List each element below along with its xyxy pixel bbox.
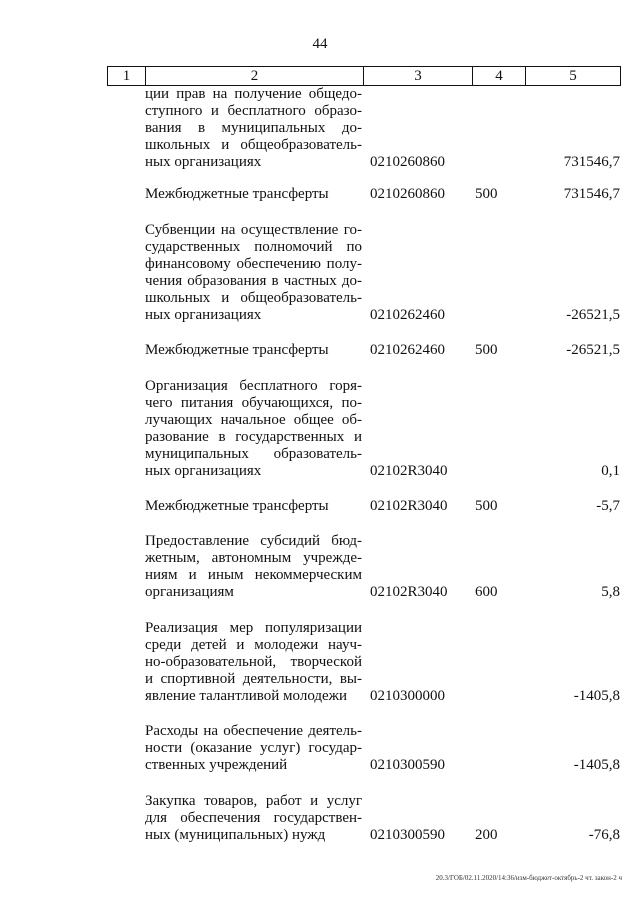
description-line: ступного и бесплатного образо-: [145, 103, 362, 119]
row-description: [145, 498, 362, 515]
amount: -1405,8: [573, 688, 620, 704]
target-article-code: 0210300590: [370, 827, 445, 843]
amount: -26521,5: [566, 342, 620, 358]
description-line: ных (муниципальных) нужд: [145, 827, 326, 843]
row-description: [145, 533, 362, 601]
description-line: Организация бесплатного горя-: [145, 378, 362, 394]
target-article-code: 0210300000: [370, 688, 445, 704]
row-description: [145, 620, 362, 705]
expense-type: 500: [475, 342, 498, 358]
table-row: [145, 533, 620, 601]
target-article-code: 0210262460: [370, 307, 445, 323]
footer-file-path: 20.3/ГОБ/02.11.2020/14:36/изм-бюджет-октябрь-2 чт. закон-2 ч: [435, 874, 622, 882]
amount: -5,7: [596, 498, 620, 514]
description-line: ности (оказание услуг) государ-: [145, 740, 362, 756]
amount: 5,8: [601, 584, 620, 600]
expense-type: 600: [475, 584, 498, 600]
expense-type: 200: [475, 827, 498, 843]
description-line: Предоставление субсидий бюд-: [145, 533, 362, 549]
table-row: [145, 86, 620, 171]
description-line: ции прав на получение общедо-: [145, 86, 362, 102]
description-line: чения образования в частных до-: [145, 273, 362, 289]
row-description: [145, 86, 362, 171]
amount: 0,1: [601, 463, 620, 479]
table-row: [145, 342, 620, 359]
description-line: но-образовательной, творческой: [145, 654, 362, 670]
header-col-3: 3: [363, 67, 472, 85]
amount: -26521,5: [566, 307, 620, 323]
page-number: 44: [312, 36, 328, 52]
description-line: и спортивной деятельности, вы-: [145, 671, 362, 687]
description-line: ных организациях: [145, 307, 262, 323]
table-row: [145, 723, 620, 774]
amount: 731546,7: [563, 186, 620, 202]
table-row: [145, 620, 620, 705]
table-row: [145, 378, 620, 480]
row-description: [145, 723, 362, 774]
target-article-code: 0210260860: [370, 154, 445, 170]
table-row: [145, 793, 620, 844]
header-col-4: 4: [472, 67, 525, 85]
description-line: Межбюджетные трансферты: [145, 498, 329, 514]
header-col-1: 1: [122, 68, 131, 84]
header-col-5: 5: [525, 67, 620, 85]
target-article-code: 02102R3040: [370, 584, 448, 600]
description-line: Межбюджетные трансферты: [145, 186, 329, 202]
description-line: организациям: [145, 584, 234, 600]
description-line: ственных учреждений: [145, 757, 288, 773]
description-line: ных организациях: [145, 154, 262, 170]
target-article-code: 02102R3040: [370, 463, 448, 479]
row-description: [145, 378, 362, 480]
table-row: [145, 498, 620, 515]
description-line: для обеспечения государствен-: [145, 810, 362, 826]
description-line: сударственных полномочий по: [145, 239, 362, 255]
table-row: [145, 222, 620, 324]
row-description: [145, 793, 362, 844]
target-article-code: 0210300590: [370, 757, 445, 773]
expense-type: 500: [475, 186, 498, 202]
description-line: муниципальных образователь-: [145, 446, 362, 462]
table-row: [145, 186, 620, 203]
description-line: Межбюджетные трансферты: [145, 342, 329, 358]
description-line: ниям и иным некоммерческим: [145, 567, 362, 583]
description-line: финансовому обеспечению полу-: [145, 256, 362, 272]
expense-type: 500: [475, 498, 498, 514]
description-line: Субвенции на осуществление го-: [145, 222, 362, 238]
table-header: [107, 66, 621, 86]
description-line: Закупка товаров, работ и услуг: [145, 793, 362, 809]
amount: -1405,8: [573, 757, 620, 773]
description-line: Реализация мер популяризации: [145, 620, 362, 636]
description-line: школьных и общеобразователь-: [145, 137, 362, 153]
target-article-code: 0210260860: [370, 186, 445, 202]
description-line: ных организациях: [145, 463, 262, 479]
description-line: чего питания обучающихся, по-: [145, 395, 362, 411]
description-line: Расходы на обеспечение деятель-: [145, 723, 362, 739]
description-line: разование в государственных и: [145, 429, 362, 445]
description-line: явление талантливой молодежи: [145, 688, 348, 704]
amount: -76,8: [588, 827, 620, 843]
description-line: жетным, автономным учрежде-: [145, 550, 362, 566]
target-article-code: 02102R3040: [370, 498, 448, 514]
description-line: среди детей и молодежи науч-: [145, 637, 362, 653]
header-col-2: 2: [145, 67, 363, 85]
description-line: лучающих начальное общее об-: [145, 412, 362, 428]
row-description: [145, 342, 362, 359]
description-line: вания в муниципальных до-: [145, 120, 362, 136]
target-article-code: 0210262460: [370, 342, 445, 358]
row-description: [145, 186, 362, 203]
amount: 731546,7: [563, 154, 620, 170]
row-description: [145, 222, 362, 324]
description-line: школьных и общеобразователь-: [145, 290, 362, 306]
